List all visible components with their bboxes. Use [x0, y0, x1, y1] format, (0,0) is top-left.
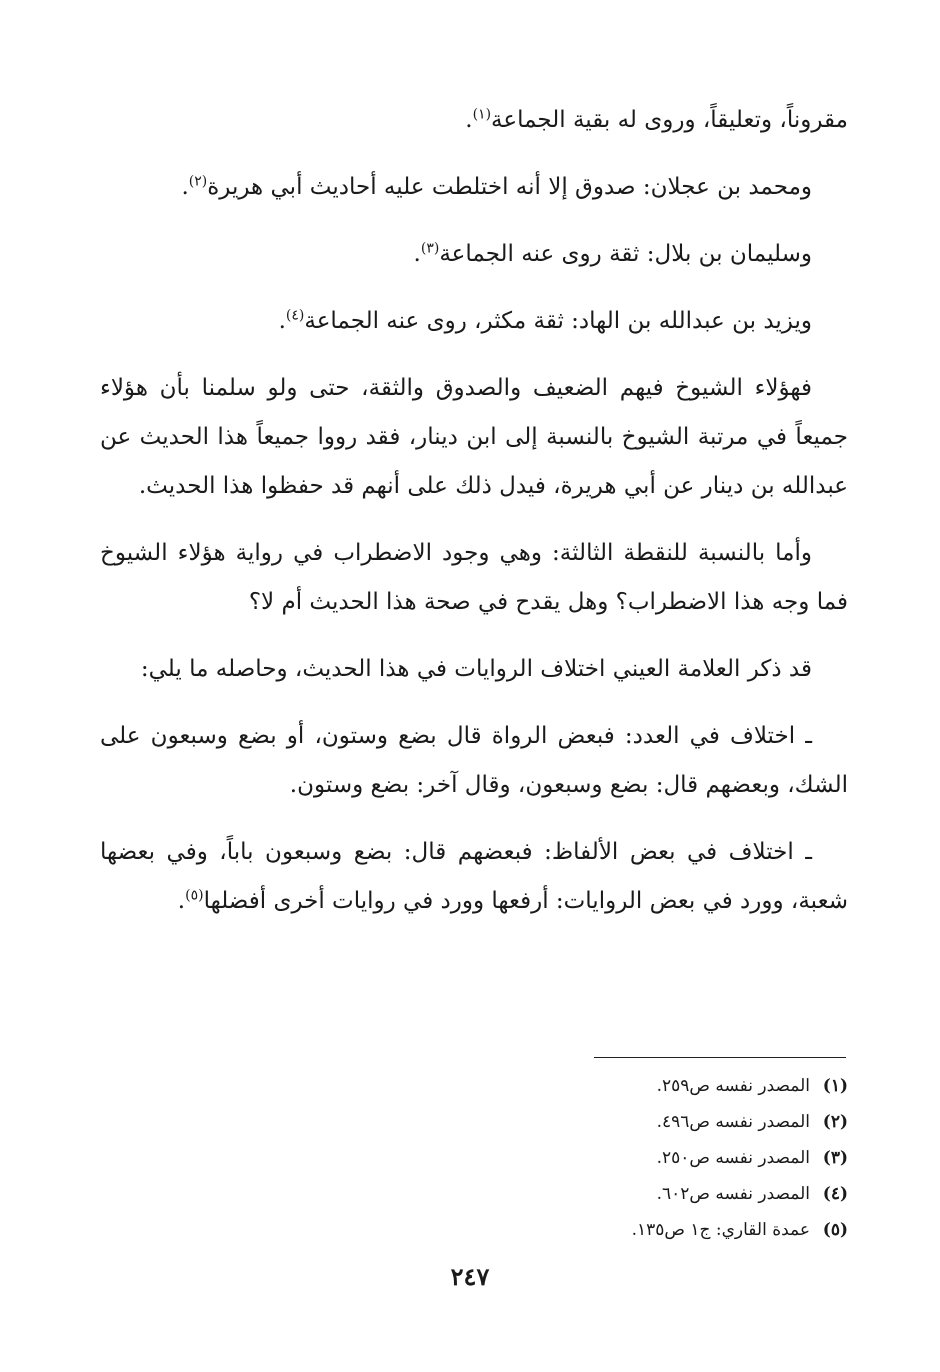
footnote-item	[428, 1176, 848, 1212]
paragraph-text: وأما بالنسبة للنقطة الثالثة: وهي وجود الاضطراب في رواية هؤلاء الشيوخ فما وجه هذا الاضطراب؟ وهل يقدح في صحة هذا الحديث أم لا؟	[100, 540, 848, 615]
footnote-number: (٤)	[822, 1184, 848, 1204]
paragraph-tail: .	[181, 174, 189, 200]
page-number: ٢٤٧	[450, 1262, 490, 1291]
paragraph-text: ومحمد بن عجلان: صدوق إلا أنه اختلطت عليه أحاديث أبي هريرة	[207, 174, 812, 200]
paragraph-text: ـ اختلاف في بعض الألفاظ: فبعضهم قال: بضع وسبعون باباً، وفي بعضها شعبة، وورد في بعض الروايات: أرفعها وورد في روايات أخرى أفضلها	[100, 839, 848, 914]
paragraph-text: ويزيد بن عبدالله بن الهاد: ثقة مكثر، روى عنه الجماعة	[304, 308, 812, 334]
paragraph-text: مقروناً، وتعليقاً، وروى له بقية الجماعة	[491, 107, 848, 133]
paragraph-1	[100, 96, 848, 145]
paragraph-tail: .	[413, 241, 421, 267]
paragraph-tail: .	[177, 888, 186, 914]
paragraph-3	[100, 230, 848, 279]
footnote-number: (١)	[822, 1076, 848, 1096]
paragraph-text: فهؤلاء الشيوخ فيهم الضعيف والصدوق والثقة، حتى ولو سلمنا بأن هؤلاء جميعاً في مرتبة الشيوخ بالنسبة إلى ابن دينار، فقد رووا جميعاً هذا الحديث عن عبدالله بن دينار عن أبي هريرة، فيدل ذلك على أنهم قد حفظوا هذا الحديث.	[100, 375, 848, 499]
footnote-item	[428, 1104, 848, 1140]
footnote-ref[interactable]: (١)	[472, 106, 492, 123]
paragraph-text: ـ اختلاف في العدد: فبعض الرواة قال بضع وستون، أو بضع وسبعون على الشك، وبعضهم قال: بضع وسبعون، وقال آخر: بضع وستون.	[100, 723, 848, 798]
footnote-ref[interactable]: (٤)	[285, 307, 305, 324]
footnote-divider	[594, 1057, 846, 1058]
paragraph-9	[100, 828, 848, 926]
footnote-text: المصدر نفسه ص٢٥٩.	[656, 1076, 810, 1096]
footnote-ref[interactable]: (٥)	[185, 887, 204, 904]
paragraph-7	[100, 645, 848, 694]
footnote-text: عمدة القاري: ج١ ص١٣٥.	[631, 1220, 810, 1240]
footnote-text: المصدر نفسه ص٤٩٦.	[656, 1112, 810, 1132]
main-text	[100, 96, 848, 944]
paragraph-2	[100, 163, 848, 212]
paragraph-text: وسليمان بن بلال: ثقة روى عنه الجماعة	[439, 241, 812, 267]
footnote-item	[428, 1212, 848, 1248]
footnote-item	[428, 1068, 848, 1104]
paragraph-tail: .	[278, 308, 286, 334]
footnote-item	[428, 1140, 848, 1176]
footnote-number: (٥)	[822, 1220, 848, 1240]
paragraph-8	[100, 712, 848, 810]
footnote-number: (٢)	[822, 1112, 848, 1132]
footnote-ref[interactable]: (٣)	[420, 240, 440, 257]
footnote-text: المصدر نفسه ص٢٥٠.	[656, 1148, 810, 1168]
footnote-text: المصدر نفسه ص٦٠٢.	[656, 1184, 810, 1204]
paragraph-4	[100, 297, 848, 346]
paragraph-text: قد ذكر العلامة العيني اختلاف الروايات في هذا الحديث، وحاصله ما يلي:	[140, 656, 812, 682]
footnote-ref[interactable]: (٢)	[188, 173, 208, 190]
paragraph-tail: .	[465, 107, 473, 133]
footnotes	[428, 1068, 848, 1248]
footnote-number: (٣)	[822, 1148, 848, 1168]
paragraph-5	[100, 364, 848, 511]
paragraph-6	[100, 529, 848, 627]
